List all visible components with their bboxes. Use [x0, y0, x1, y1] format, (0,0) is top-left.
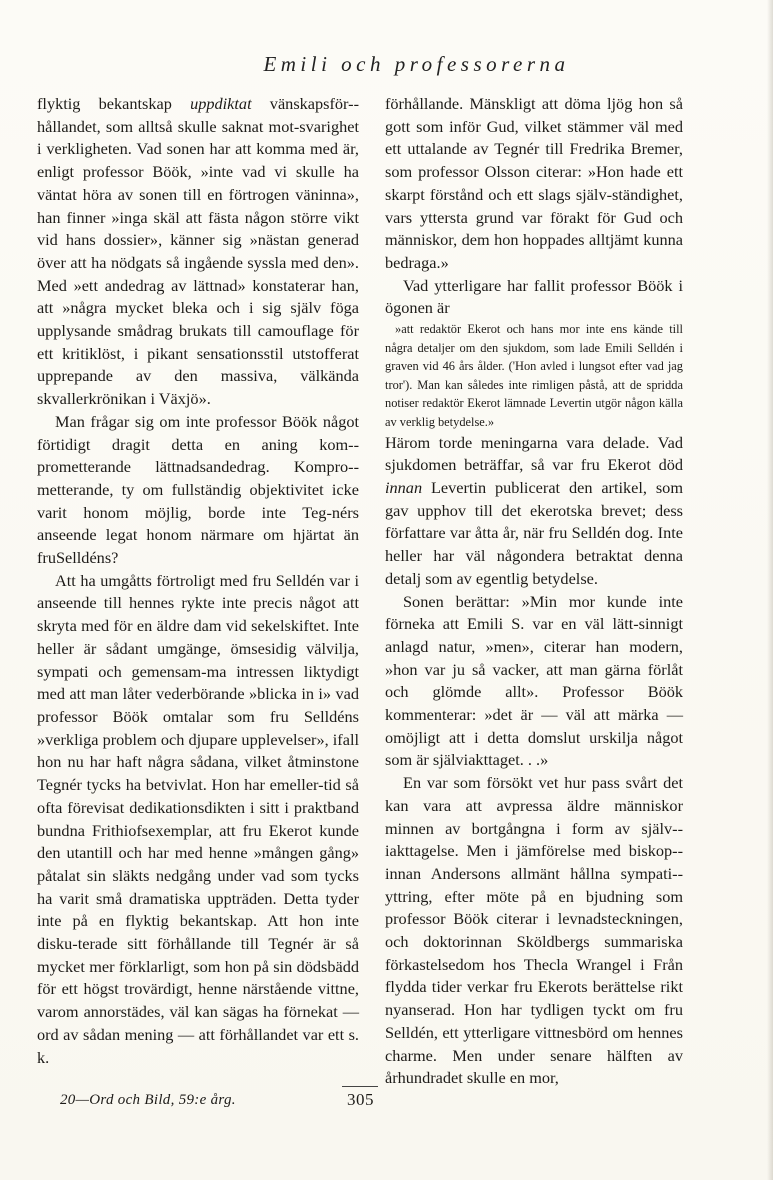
text-run: En var som försökt vet hur pass svårt det kan vara att avpressa äldre människor minnen av bortgångna i form av själv-iakttagelse. Men i jämförelse med biskop-innan Andersons allmänt hållna sympati-yttring, efter möte på en bjudning som professor Böök citerar i levnadsteckningen, och doktorinnan Sköldbergs summariska förkastelsedom hos Thecla Wrangel i Från flydda tider verkar fru Ekerots berättelse rikt nyanserad. Hon har tydligen tyckt om fru Selldén, ett ytterligare vittnesbörd om hennes charme. Men under senare hälften av århundradet skulle en mor,	[385, 773, 683, 1088]
paragraph	[385, 93, 683, 275]
text-run: flyktig bekantskap	[37, 94, 191, 113]
left-text-column	[37, 93, 359, 1069]
page-edge-shadow	[767, 0, 773, 1180]
paragraph	[37, 570, 359, 1069]
text-run: Vad ytterligare har fallit professor Böök i ögonen är	[385, 275, 683, 318]
paragraph	[37, 411, 359, 570]
right-text-column	[385, 93, 683, 1090]
signature-mark: 20—Ord och Bild, 59:e årg.	[60, 1092, 236, 1108]
text-run: Att ha umgåtts förtroligt med fru Selldén var i anseende till hennes rykte inte precis något att skryta med för en äldre dam vid sekelskiftet. Inte heller är sådant umgänge, ömsesidig välvilja, sympati och gemensam-ma intressen liktydigt med att man låter vederbörande »blicka in i» vad professor Böök omtalar som fru Selldéns »verkliga problem och djupare upplevelser», ifall hon nu har haft några sådana, vilket åtminstone Tegnér tycks ha betvivlat. Hon har emeller-tid så ofta förevisat dedikationsdikten i sitt i praktband bundna Frithiofsexemplar, att fru Ekerot kunde den utantill och har med henne »mången gång» påtalat sin släkts nedgång under vad som tycks ha varit små dramatiska uppträden. Detta tyder inte på en flyktig bekantskap. Att hon inte disku-terade sitt förhållande till Tegnér är så mycket mer förklarligt, som hon på sin dödsbädd för ett högst trovärdigt, henne närstående vittne, varom annorstädes, väl kan sägas ha förnekat — ord av sådan mening — att förhållandet var ett s. k.	[37, 570, 359, 1067]
text-run: Sonen berättar: »Min mor kunde inte förneka att Emili S. var en väl lätt-sinnigt anlagd natur, »men», citerar han modern, »hon var ju så vacker, att man gärna förlåt och glömde allt». Professor Böök kommenterar: »det är — väl att märka — omöjligt att i detta domslut urskilja något som är själviakttaget. . .»	[385, 591, 683, 770]
italic-text: innan	[385, 478, 423, 497]
text-run: Levertin publicerat den artikel, som gav upphov till det ekerotska brevet; dess författare var åtta år, när fru Selldén dog. Inte heller har väl någondera betraktat denna detalj som av egentlig betydelse.	[385, 478, 683, 588]
paragraph	[385, 772, 683, 1090]
block-quote	[385, 320, 683, 432]
italic-text: uppdiktat	[190, 94, 252, 113]
text-run: Man frågar sig om inte professor Böök något förtidigt dragit detta en aning kom-prometterande lättnadsandedrag. Kompro-metterande, ty om fullständig objektivitet icke varit honom möjlig, borde inte Teg-nérs anseende legat honom närmare om hjärtat än fruSelldéns?	[37, 411, 359, 568]
text-run: Härom torde meningarna vara delade. Vad sjukdomen beträffar, så var fru Ekerot död	[385, 432, 683, 475]
text-run: »att redaktör Ekerot och hans mor inte ens kände till några detaljer om den sjukdom, som lade Emili Selldén i graven vid 46 års ålder. ('Hon avled i lungsot efter vad jag tror'). Man kan således inte rimligen påstå, att de spridda notiser redaktör Ekerot lämnade Levertin utgör någon källa av verklig betydelse.»	[385, 322, 683, 429]
paragraph	[385, 591, 683, 773]
running-header: Emili och professorerna	[263, 52, 570, 76]
text-run: vänskapsför-hållandet, som alltså skulle saknat mot-svarighet i verkligheten. Vad sonen har att komma med är, enligt professor Böök, »inte vad vi skulle ha väntat höra av sonen till en förtrogen väninna», han finner »inga skäl att fästa någon större vikt vid hans dossier», känner sig »nästan generad över att ha nödgats så ingående syssla med den». Med »ett andedrag av lättnad» konstaterar han, att »några mycket bleka och i sig själv föga upplysande smådrag brukats till camouflage för ett kritiklöst, i pikant sensationsstil utstofferat upprepande av den massiva, välkända skvallerkrönikan i Växjö».	[37, 94, 359, 409]
page-number-rule	[342, 1086, 378, 1087]
paragraph	[37, 93, 359, 411]
page-number: 305	[347, 1090, 374, 1109]
paragraph	[385, 432, 683, 591]
text-run: förhållande. Mänskligt att döma ljög hon så gott som inför Gud, vilket stämmer väl med ett uttalande av Tegnér till Fredrika Bremer, som professor Olsson citerar: »Hon hade ett skarpt förstånd och ett slags själv-ständighet, vars yttersta grund var förakt för Gud och människor, dem hon hoppades alltjämt kunna bedraga.»	[385, 94, 683, 272]
paragraph	[385, 275, 683, 320]
